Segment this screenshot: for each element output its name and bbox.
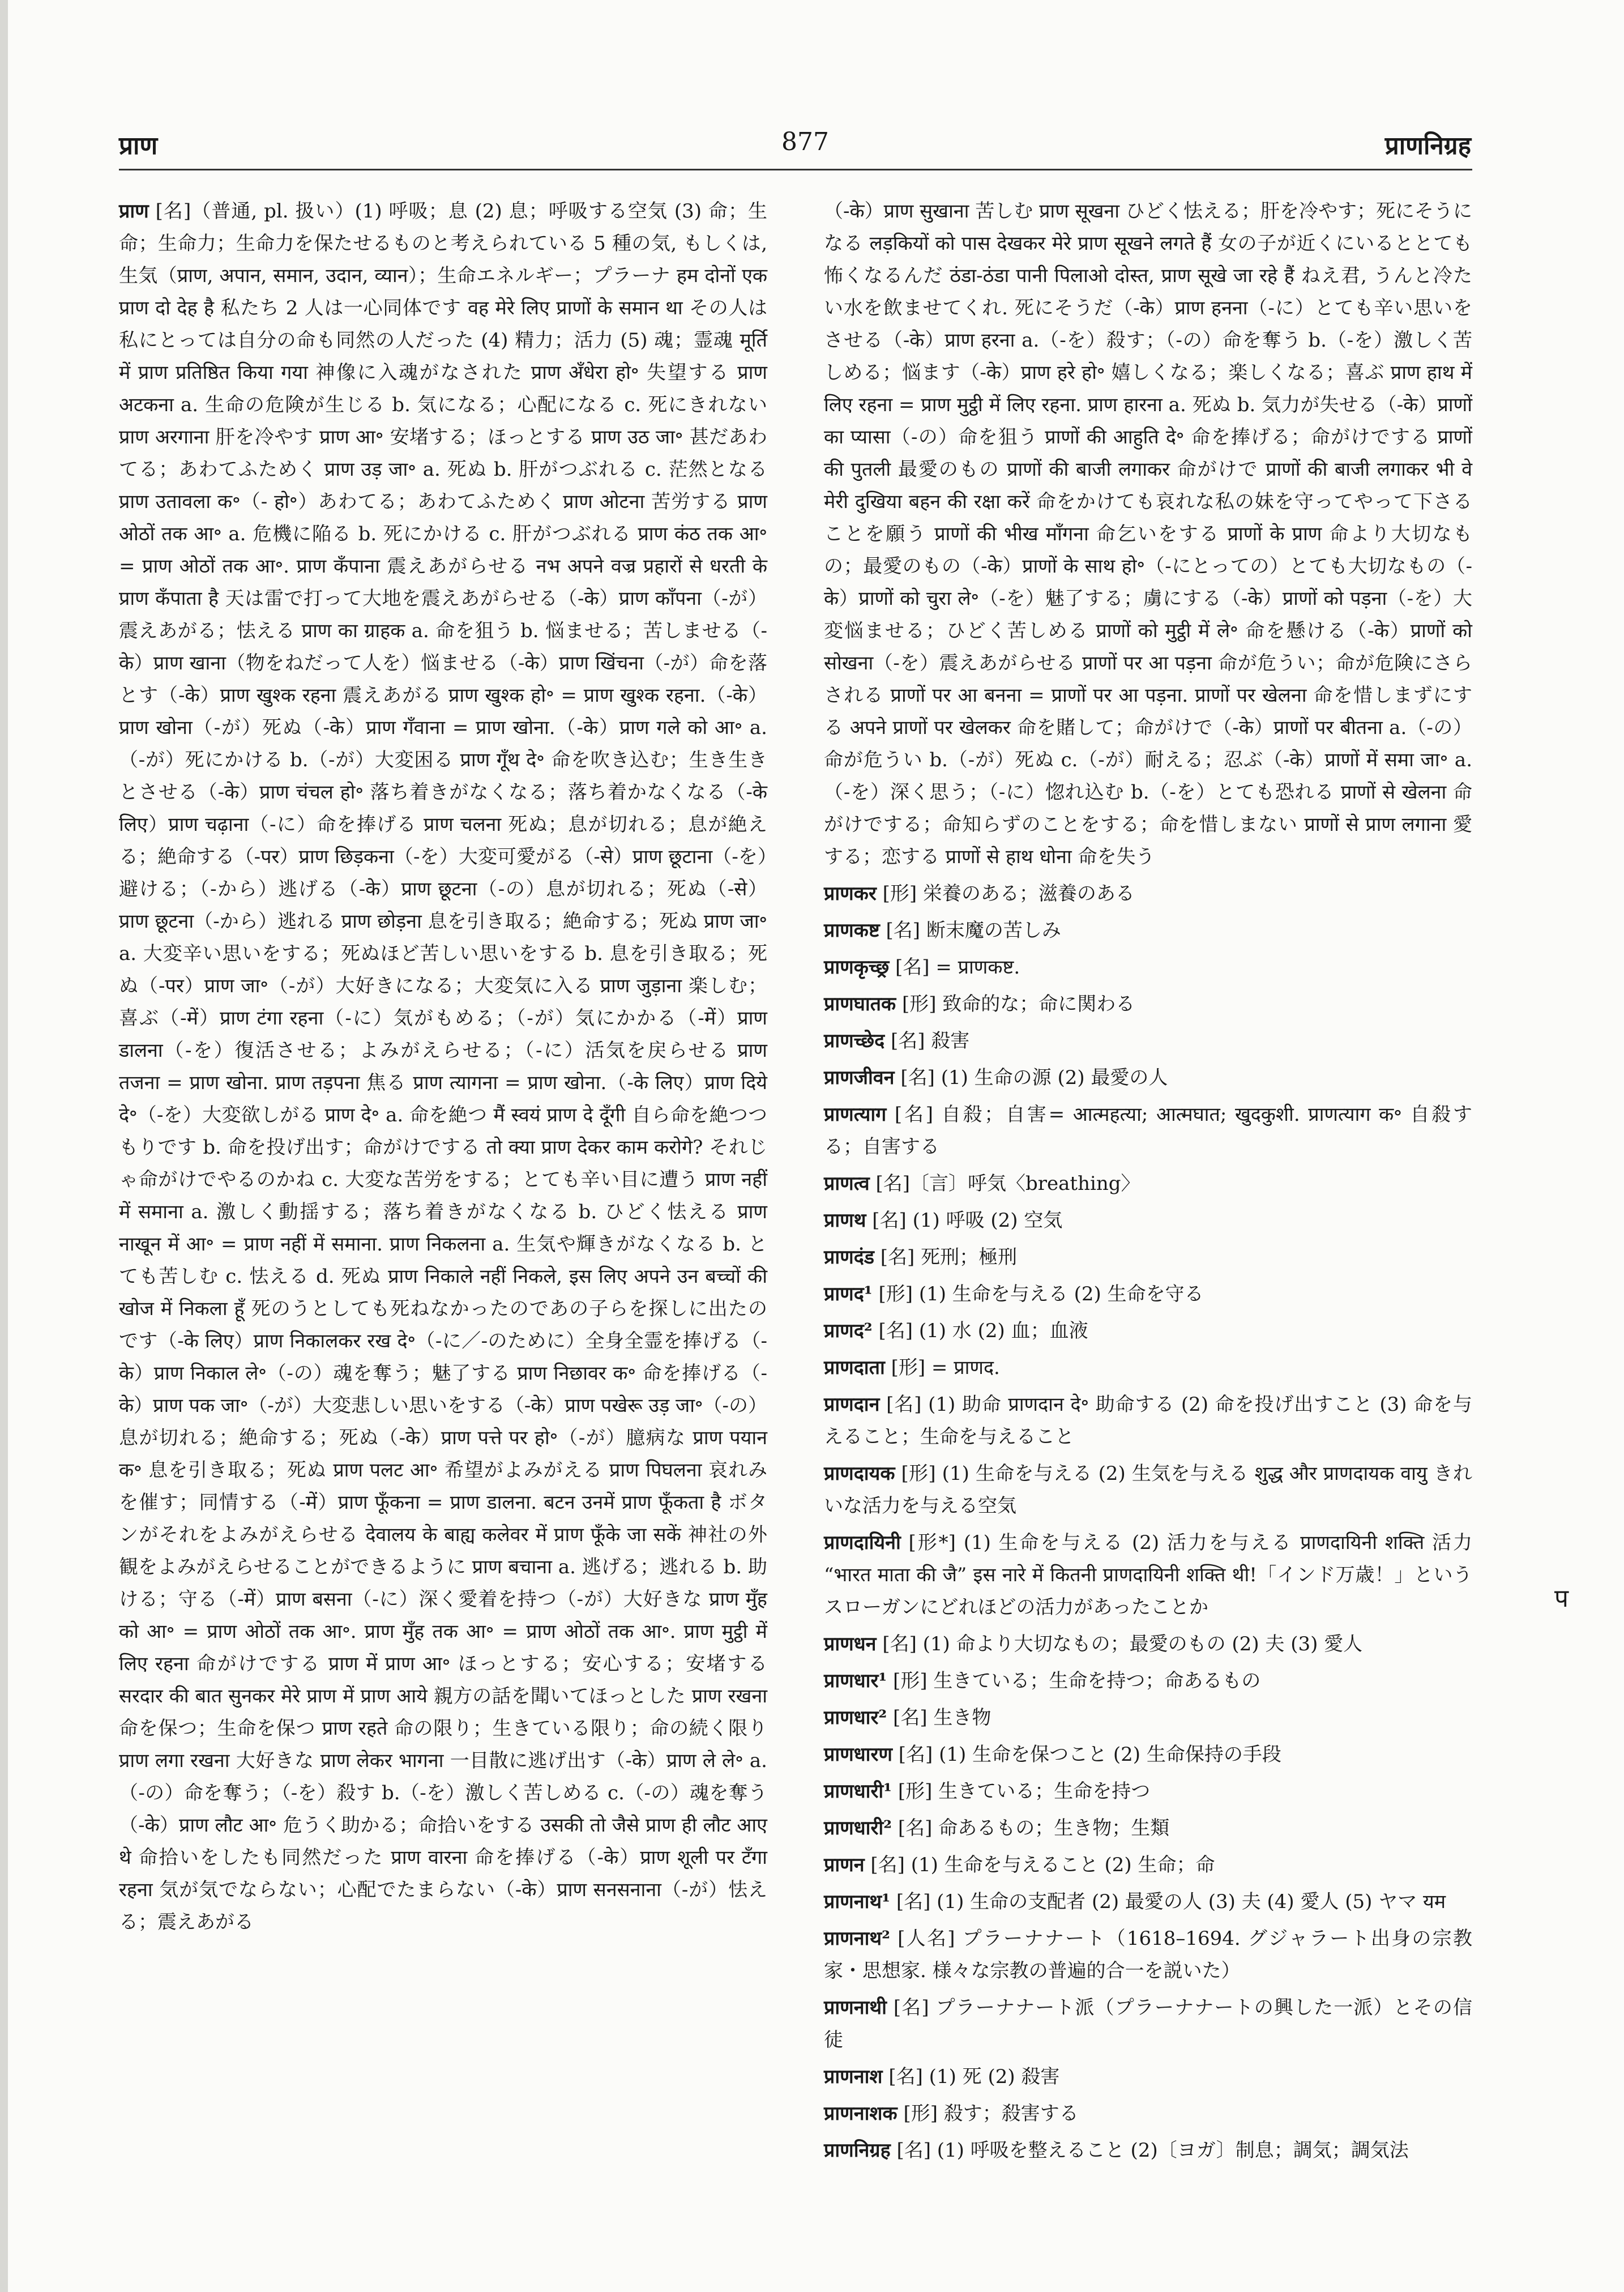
entry-headword: प्राणदायिनी — [824, 1531, 901, 1554]
dictionary-entry — [824, 195, 1472, 873]
entry-body: [形] 生きている；生命を持つ；命あるもの — [887, 1670, 1261, 1692]
entry-headword: प्राणनाथी — [824, 1996, 887, 2019]
entry-body: [形] (1) 生命を与える (2) 生気を与える शुद्ध और प्राणदायक वायु きれいな活力を与える空気 — [824, 1462, 1472, 1517]
entry-headword: प्राणनाथ¹ — [824, 1890, 891, 1913]
entry-body: [名] (1) 呼吸を整えること (2)〔ヨガ〕制息；調気；調気法 — [890, 2139, 1409, 2162]
entry-headword: प्राणत्व — [824, 1172, 870, 1195]
dictionary-entry — [824, 1062, 1472, 1094]
entry-body: [名] 死刑；極刑 — [874, 1246, 1018, 1269]
dictionary-entry — [824, 1739, 1472, 1771]
entry-body: [名] 自殺；自害= आत्महत्या; आत्मघात; खुदकुशी. प्राणत्याग क॰ 自殺する；自害する — [824, 1103, 1472, 1158]
dictionary-entry — [824, 1923, 1472, 1987]
dictionary-entry — [824, 1849, 1472, 1881]
dictionary-entry — [824, 1628, 1472, 1661]
entry-headword: प्राणकृच्छ्र — [824, 956, 890, 979]
entry-body: [形*] (1) 生命を与える (2) 活力を与える प्राणदायिनी शक्ति 活力 “भारत माता की जै” इस नारे में कितनी प्राणदायिनी शक्ति थी!「インド万歳！」というスローガンにどれほどの活力があったことか — [824, 1531, 1472, 1619]
entry-headword: प्राणनाशक — [824, 2102, 898, 2125]
entry-body: [名] (1) 命より大切なもの；最愛のもの (2) 夫 (3) 愛人 — [876, 1633, 1363, 1655]
entry-headword: प्राणथ — [824, 1209, 866, 1232]
entry-headword: प्राणधारण — [824, 1743, 892, 1766]
entry-body: [形] (1) 生命を与える (2) 生命を守る — [872, 1283, 1204, 1305]
dictionary-entry — [824, 1168, 1472, 1200]
entry-headword: प्राणत्याग — [824, 1103, 887, 1126]
entry-headword: प्राणदंड — [824, 1246, 874, 1269]
entry-body: [名] (1) 生命を与えること (2) 生命；命 — [864, 1854, 1215, 1876]
dictionary-entry — [824, 1025, 1472, 1057]
entry-body: [名] 殺害 — [884, 1030, 970, 1052]
entry-headword: प्राणधारी² — [824, 1817, 892, 1839]
entry-body: [名] (1) 生命を保つこと (2) 生命保持の手段 — [892, 1743, 1281, 1766]
entry-headword: प्राणद¹ — [824, 1283, 873, 1305]
header-rule — [119, 169, 1472, 170]
running-head-left: प्राण — [119, 131, 158, 160]
entry-body: [形] 栄養のある；滋養のある — [876, 882, 1135, 905]
dictionary-entry — [824, 1702, 1472, 1734]
entry-body: [名] (1) 生命の源 (2) 最愛の人 — [894, 1066, 1168, 1089]
entry-headword: प्राणदान — [824, 1393, 880, 1416]
entry-headword: प्राणधार² — [824, 1706, 887, 1729]
entry-body: [形] 殺す；殺害する — [897, 2102, 1079, 2125]
dictionary-entry — [824, 1886, 1472, 1918]
entry-body: [名] 生き物 — [887, 1706, 992, 1729]
dictionary-entry — [824, 1775, 1472, 1808]
dictionary-entry — [824, 1527, 1472, 1624]
entry-headword: प्राणद² — [824, 1320, 873, 1342]
dictionary-entry — [824, 1992, 1472, 2056]
entry-headword: प्राणनाश — [824, 2065, 883, 2088]
entry-headword: प्राणच्छेद — [824, 1030, 885, 1052]
entry-headword: प्राणधन — [824, 1633, 877, 1655]
entry-body: [名] 断末魔の苦しみ — [879, 919, 1061, 942]
dictionary-entry — [824, 1389, 1472, 1453]
dictionary-entry — [824, 988, 1472, 1021]
entry-body: [形] 致命的な；命に関わる — [896, 993, 1135, 1015]
entry-body: [形] = प्राणद. — [884, 1356, 1000, 1379]
dictionary-entry — [824, 951, 1472, 984]
page-number: 877 — [781, 127, 829, 156]
entry-headword: प्राणनाथ² — [824, 1927, 891, 1950]
entry-headword: प्राणदाता — [824, 1356, 885, 1379]
dictionary-entry — [824, 1352, 1472, 1384]
entry-headword: प्राणजीवन — [824, 1066, 895, 1089]
entry-headword: प्राण — [119, 200, 149, 223]
page-binding-edge — [0, 0, 8, 2292]
entry-headword: प्राणधारी¹ — [824, 1780, 892, 1803]
thumb-index-letter: प — [1554, 1584, 1569, 1613]
dictionary-entry — [824, 1665, 1472, 1697]
dictionary-entry — [824, 1278, 1472, 1311]
entry-headword: प्राणकर — [824, 882, 877, 905]
entry-headword: प्राणकष्ट — [824, 919, 880, 942]
entry-body: [名] (1) 呼吸 (2) 空気 — [866, 1209, 1063, 1232]
dictionary-entry — [824, 2098, 1472, 2130]
entry-headword: प्राणनिग्रह — [824, 2139, 891, 2162]
entry-body: [名]〔言〕呼気〈breathing〉 — [869, 1172, 1140, 1195]
right-column — [824, 195, 1472, 2171]
entry-body: [名] (1) 生命の支配者 (2) 最愛の人 (3) 夫 (4) 愛人 (5) ヤマ यम — [890, 1890, 1446, 1913]
dictionary-entry — [824, 1812, 1472, 1845]
running-head-right: प्राणनिग्रह — [1384, 131, 1471, 160]
entry-headword: प्राणधार¹ — [824, 1670, 887, 1692]
entry-body: （-के）प्राण सुखाना 苦しむ प्राण सूखना ひどく怯える；肝を冷やす；死にそうになる लड़कियों को पास देखकर मेरे प्राण सूखने लगते हैं 女の子が近くにいるととても怖くなるんだ ठंडा-ठंडा पानी पिलाओ दोस्त, प्राण सूखे जा रहे हैं ねえ君, うんと冷たい水を飲ませてくれ. 死にそうだ（-के）प्राण हनना（-に）とても辛い思いをさせる（-के）प्राण हरना a.（-を）殺す；（-の）命を奪う b.（-を）激しく苦しめる；悩ます（-के）प्राण हरे हो॰ 嬉しくなる；楽しくなる；喜ぶ प्राण हाथ में लिए रहना = प्राण मुट्ठी में लिए रहना. प्राण हारना a. 死ぬ b. 気力が失せる（-के）प्राणों का प्यासा（-の）命を狙う प्राणों की आहुति दे॰ 命を捧げる；命がけでする प्राणों की पुतली 最愛のもの प्राणों की बाजी लगाकर 命がけで प्राणों की बाजी लगाकर भी वे मेरी दुखिया बहन की रक्षा करें 命をかけても哀れな私の妹を守ってやって下さることを願う प्राणों की भीख माँगना 命乞いをする प्राणों के प्राण 命より大切なもの；最愛のもの（-के）प्राणों के साथ हो॰（-にとっての）とても大切なもの（-के）प्राणों को चुरा ले॰（-を）魅了する；虜にする（-के）प्राणों को पड़ना（-を）大変悩ませる；ひどく苦しめる प्राणों को मुट्ठी में ले॰ 命を懸ける（-के）प्राणों को सोखना（-を）震えあがらせる प्राणों पर आ पड़ना 命が危うい；命が危険にさらされる प्राणों पर आ बनना = प्राणों पर आ पड़ना. प्राणों पर खेलना 命を惜しまずにする अपने प्राणों पर खेलकर 命を賭して；命がけで（-के）प्राणों पर बीतना a.（-の）命が危うい b.（-が）死ぬ c.（-が）耐える；忍ぶ（-के）प्राणों में समा जा॰ a.（-を）深く思う；（-に）惚れ込む b.（-を）とても恐れる प्राणों से खेलना 命がけでする；命知らずのことをする；命を惜しまない प्राणों से प्राण लगाना 愛する；恋する प्राणों से हाथ धोना 命を失う — [824, 200, 1472, 868]
dictionary-entry — [824, 2135, 1472, 2167]
dictionary-entry — [824, 1205, 1472, 1237]
entry-headword: प्राणघातक — [824, 993, 896, 1015]
dictionary-entry — [824, 2061, 1472, 2093]
entry-body: [名]（普通, pl. 扱い）(1) 呼吸；息 (2) 息；呼吸する空気 (3) 命；生命；生命力；生命力を保たせるものと考えられている 5 種の気, もしくは, 生気（प्राण, अपान, समान, उदान, व्यान）；生命エネルギー；プラーナ हम दोनों एक प्राण दो देह है 私たち 2 人は一心同体です वह मेरे लिए प्राणों के समान था その人は私にとっては自分の命も同然の人だった (4) 精力；活力 (5) 魂；霊魂 मूर्ति में प्राण प्रतिष्ठित किया गया 神像に入魂がなされた प्राण अँधेरा हो॰ 失望する प्राण अटकना a. 生命の危険が生じる b. 気になる；心配になる c. 死にきれない प्राण अरगाना 肝を冷やす प्राण आ॰ 安堵する；ほっとする प्राण उठ जा॰ 甚だあわてる；あわてふためく प्राण उड़ जा॰ a. 死ぬ b. 肝がつぶれる c. 茫然となる प्राण उतावला क॰（- हो॰）あわてる；あわてふためく प्राण ओटना 苦労する प्राण ओठों तक आ॰ a. 危機に陥る b. 死にかける c. 肝がつぶれる प्राण कंठ तक आ॰ = प्राण ओठों तक आ॰. प्राण कँपाना 震えあがらせる नभ अपने वज्र प्रहारों से धरती के प्राण कँपाता है 天は雷で打って大地を震えあがらせる（-के）प्राण काँपना（-が）震えあがる；怯える प्राण का ग्राहक a. 命を狙う b. 悩ませる；苦しませる（-के）प्राण खाना（物をねだって人を）悩ませる（-के）प्राण खिंचना（-が）命を落とす（-के）प्राण खुश्क रहना 震えあがる प्राण खुश्क हो॰ = प्राण खुश्क रहना.（-के）प्राण खोना（-が）死ぬ（-के）प्राण गँवाना = प्राण खोना.（-के）प्राण गले को आ॰ a.（-が）死にかける b.（-が）大変困る प्राण गूँथ दे॰ 命を吹き込む；生き生きとさせる（-के）प्राण चंचल हो॰ 落ち着きがなくなる；落ち着かなくなる（-के लिए）प्राण चढ़ाना（-に）命を捧げる प्राण चलना 死ぬ；息が切れる；息が絶える；絶命する（-पर）प्राण छिड़कना（-を）大変可愛がる（-से）प्राण छूटाना（-を）避ける；（-から）逃げる（-के）प्राण छूटना（-の）息が切れる；死ぬ（-से）प्राण छूटना（-から）逃れる प्राण छोड़ना 息を引き取る；絶命する；死ぬ प्राण जा॰ a. 大変辛い思いをする；死ぬほど苦しい思いをする b. 息を引き取る；死ぬ（-पर）प्राण जा॰（-が）大好きになる；大変気に入る प्राण जुड़ाना 楽しむ；喜ぶ（-में）प्राण टंगा रहना（-に）気がもめる；（-が）気にかかる（-में）प्राण डालना（-を）復活させる；よみがえらせる；（-に）活気を戻らせる प्राण तजना = प्राण खोना. प्राण तड़पना 焦る प्राण त्यागना = प्राण खोना.（-के लिए）प्राण दिये दे॰（-を）大変欲しがる प्राण दे॰ a. 命を絶つ मैं स्वयं प्राण दे दूँगी 自ら命を絶つつもりです b. 命を投げ出す；命がけでする तो क्या प्राण देकर काम करोगे? それじゃ命がけでやるのかね c. 大変な苦労をする；とても辛い目に遭う प्राण नहीं में समाना a. 激しく動揺する；落ち着きがなくなる b. ひどく怯える प्राण नाखून में आ॰ = प्राण नहीं में समाना. प्राण निकलना a. 生気や輝きがなくなる b. とても苦しむ c. 怯える d. 死ぬ प्राण निकाले नहीं निकले, इस लिए अपने उन बच्चों की खोज में निकला हूँ 死のうとしても死ねなかったのであの子らを探しに出たのです（-के लिए）प्राण निकालकर रख दे॰（-に／-のために）全身全霊を捧げる（-के）प्राण निकाल ले॰（-の）魂を奪う；魅了する प्राण निछावर क॰ 命を捧げる（-के）प्राण पक जा॰（-が）大変悲しい思いをする（-के）प्राण पखेरू उड़ जा॰（-の）息が切れる；絶命する；死ぬ（-के）प्राण पत्ते पर हो॰（-が）臆病な प्राण पयान क॰ 息を引き取る；死ぬ प्राण पलट आ॰ 希望がよみがえる प्राण पिघलना 哀れみを催す；同情する（-में）प्राण फूँकना = प्राण डालना. बटन उनमें प्राण फूँकता है ボタンがそれをよみがえらせる देवालय के बाह्य कलेवर में प्राण फूँके जा सकें 神社の外観をよみがえらせることができるように प्राण बचाना a. 逃げる；逃れる b. 助ける；守る（-में）प्राण बसना（-に）深く愛着を持つ（-が）大好きな प्राण मुँह को आ॰ = प्राण ओठों तक आ॰. प्राण मुँह तक आ॰ = प्राण ओठों तक आ॰. प्राण मुट्ठी में लिए रहना 命がけでする प्राण में प्राण आ॰ ほっとする；安心する；安堵する सरदार की बात सुनकर मेरे प्राण में प्राण आये 親方の話を聞いてほっとした प्राण रखना 命を保つ；生命を保つ प्राण रहते 命の限り；生きている限り；命の続く限り प्राण लगा रखना 大好きな प्राण लेकर भागना 一目散に逃げ出す（-के）प्राण ले ले॰ a.（-の）命を奪う；（-を）殺す b.（-を）激しく苦しめる c.（-の）魂を奪う（-के）प्राण लौट आ॰ 危うく助かる；命拾いをする उसकी तो जैसे प्राण ही लौट आए थे 命拾いをしたも同然だった प्राण वारना 命を捧げる（-के）प्राण शूली पर टँगा रहना 気が気でならない；心配でたまらない（-के）प्राण सनसनाना（-が）怯える；震えあがる — [119, 200, 768, 1934]
entry-headword: प्राणदायक — [824, 1462, 895, 1485]
dictionary-entry — [824, 1241, 1472, 1274]
entry-body: [形] 生きている；生命を持つ — [892, 1780, 1151, 1803]
entry-body: [名] = प्राणकष्ट. — [889, 956, 1020, 979]
dictionary-entry — [824, 915, 1472, 947]
dictionary-entry — [824, 878, 1472, 910]
entry-body: [人名] プラーナナート（1618–1694. グジャラート出身の宗教家・思想家. 様々な宗教の普遍的合一を説いた） — [824, 1927, 1472, 1982]
dictionary-entry — [824, 1315, 1472, 1347]
dictionary-entry — [824, 1458, 1472, 1522]
entry-body: [名] (1) 死 (2) 殺害 — [882, 2065, 1060, 2088]
dictionary-entry — [824, 1099, 1472, 1163]
entry-body: [名] プラーナナート派（プラーナナートの興した一派）とその信徒 — [824, 1996, 1472, 2051]
entry-body: [名] (1) 水 (2) 血；血液 — [872, 1320, 1088, 1342]
left-column — [119, 195, 767, 1939]
entry-body: [名] 命あるもの；生き物；生類 — [892, 1817, 1170, 1839]
entry-body: [名] (1) 助命 प्राणदान दे॰ 助命する (2) 命を投げ出すこと (3) 命を与えること；生命を与えること — [824, 1393, 1472, 1448]
dictionary-entry — [119, 195, 767, 1939]
entry-headword: प्राणन — [824, 1854, 865, 1876]
